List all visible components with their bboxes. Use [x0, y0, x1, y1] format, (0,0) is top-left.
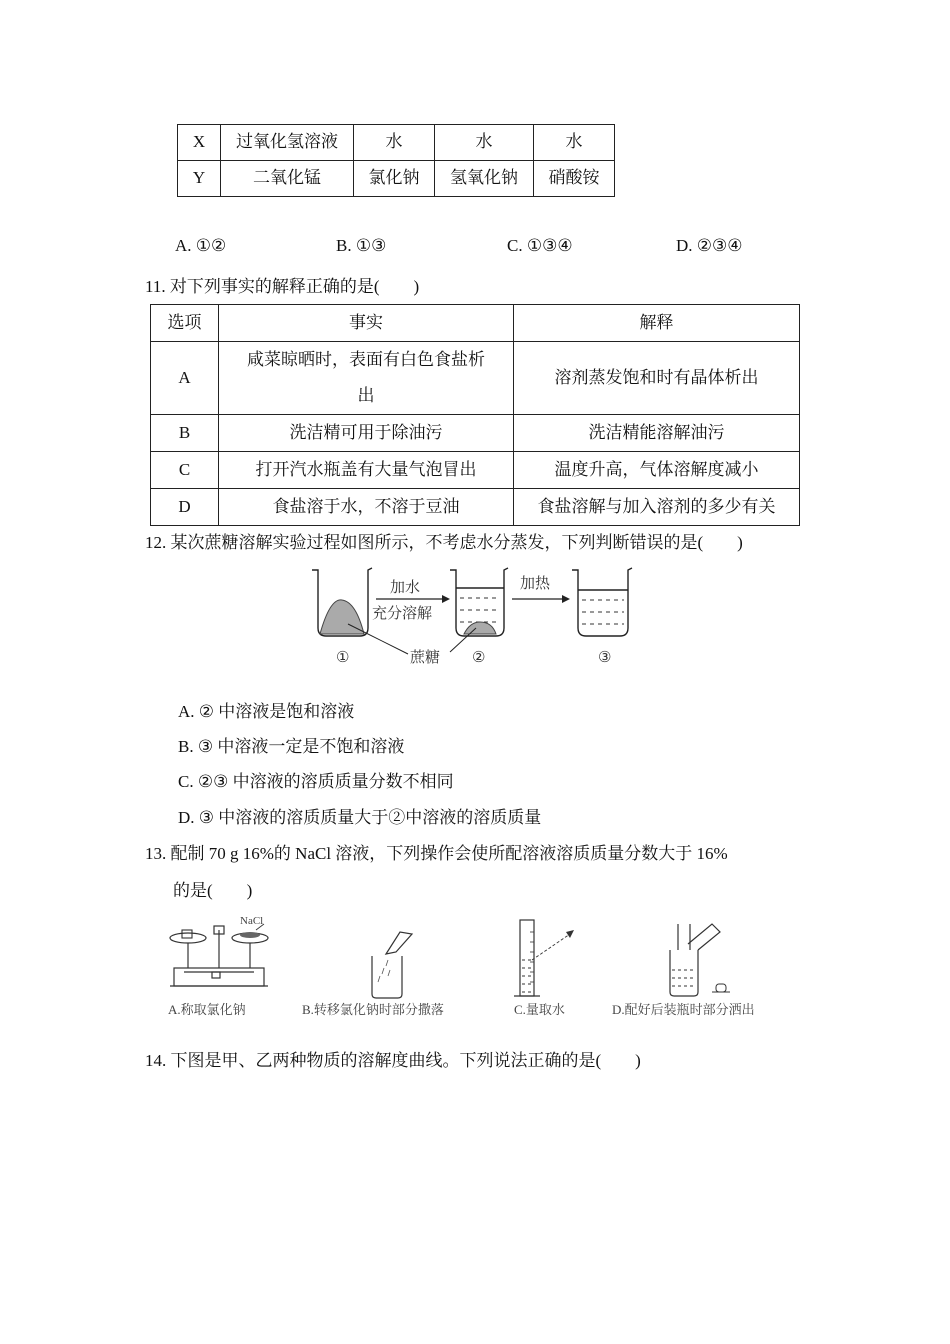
xy-cell: Y	[178, 161, 221, 197]
q12-option-a: A. ② 中溶液是饱和溶液	[178, 702, 355, 721]
xy-cell: X	[178, 125, 221, 161]
xy-cell: 氢氧化钠	[435, 161, 534, 197]
q13-operations-figure	[160, 910, 800, 1025]
arrow-1-top-label: 加水	[390, 580, 421, 596]
nacl-pile	[240, 932, 260, 938]
caption-a: A.称取氯化钠	[168, 1002, 246, 1017]
q11-opt: B	[151, 415, 219, 452]
q11-explain: 温度升高，气体溶解度减小	[514, 452, 800, 489]
caption-c: C.量取水	[514, 1002, 565, 1017]
weight-block	[182, 930, 192, 938]
q10-option-a: A. ①②	[175, 236, 227, 255]
q13-stem-line1: 13. 配制 70 g 16%的 NaCl 溶液，下列操作会使所配溶液溶质质量分数大于 16%	[145, 844, 728, 863]
q11-explain: 溶剂蒸发饱和时有晶体析出	[514, 342, 800, 415]
arrow-2-head	[562, 595, 570, 603]
q10-option-c: C. ①③④	[507, 236, 573, 255]
arrow-1-head	[442, 595, 450, 603]
q11-explain: 食盐溶解与加入溶剂的多少有关	[514, 489, 800, 526]
eye-icon	[566, 930, 574, 938]
q13-stem-line2: 的是( )	[173, 881, 253, 900]
q14-stem: 14. 下图是甲、乙两种物质的溶解度曲线。下列说法正确的是( )	[145, 1051, 641, 1070]
arrow-1-bottom-label: 充分溶解	[372, 606, 433, 622]
q11-opt: D	[151, 489, 219, 526]
q12-option-b: B. ③ 中溶液一定是不饱和溶液	[178, 737, 405, 756]
q11-explain: 洗洁精能溶解油污	[514, 415, 800, 452]
caption-b: B.转移氯化钠时部分撒落	[302, 1002, 444, 1017]
spilling-grains	[378, 960, 390, 982]
sight-line	[532, 934, 570, 960]
sugar-dissolving-figure	[300, 562, 650, 670]
beaker-3	[572, 568, 632, 636]
nacl-label: NaCl	[240, 915, 264, 927]
stopper-icon	[712, 984, 730, 992]
xy-cell: 过氧化氢溶液	[221, 125, 354, 161]
q11-table	[150, 304, 800, 526]
q11-fact	[219, 342, 514, 415]
leader-line-2	[450, 628, 476, 652]
q11-fact-line: 咸菜晾晒时，表面有白色食盐析	[247, 350, 485, 369]
q12-stem: 12. 某次蔗糖溶解实验过程如图所示，不考虑水分蒸发，下列判断错误的是( )	[145, 533, 743, 552]
q11-fact: 打开汽水瓶盖有大量气泡冒出	[219, 452, 514, 489]
bottle-liquid	[672, 970, 696, 986]
q11-header: 选项	[151, 305, 219, 342]
bottle-drawing	[670, 924, 720, 996]
q10-option-b: B. ①③	[336, 236, 387, 255]
q11-opt: A	[151, 342, 219, 415]
label-3: ③	[598, 650, 612, 666]
q11-fact: 洗洁精可用于除油污	[219, 415, 514, 452]
xy-cell: 二氧化锰	[221, 161, 354, 197]
xy-table	[177, 124, 615, 197]
cylinder-drawing	[514, 920, 540, 996]
q11-header: 解释	[514, 305, 800, 342]
water-lines-2	[460, 598, 500, 622]
label-1: ①	[336, 650, 350, 666]
q12-option-c: C. ②③ 中溶液的溶质质量分数不相同	[178, 772, 454, 791]
arrow-2-top-label: 加热	[520, 576, 551, 592]
xy-cell: 水	[354, 125, 435, 161]
q12-option-d: D. ③ 中溶液的溶质质量大于②中溶液的溶质质量	[178, 808, 542, 827]
label-2: ②	[472, 650, 486, 666]
sugar-label: 蔗糖	[410, 650, 441, 666]
water-lines-3	[582, 600, 624, 624]
q11-fact: 食盐溶于水，不溶于豆油	[219, 489, 514, 526]
q11-opt: C	[151, 452, 219, 489]
xy-cell: 氯化钠	[354, 161, 435, 197]
xy-cell: 硝酸铵	[534, 161, 615, 197]
q11-fact-line: 出	[357, 386, 375, 405]
caption-d: D.配好后装瓶时部分洒出	[612, 1002, 755, 1017]
q11-header: 事实	[219, 305, 514, 342]
cylinder-liquid	[522, 960, 532, 992]
xy-cell: 水	[534, 125, 615, 161]
sugar-pile-2	[464, 622, 496, 634]
q10-option-d: D. ②③④	[676, 236, 743, 255]
leader-line-1	[348, 624, 408, 654]
q11-stem: 11. 对下列事实的解释正确的是( )	[145, 277, 420, 296]
transfer-beaker-drawing	[372, 932, 412, 998]
xy-cell: 水	[435, 125, 534, 161]
